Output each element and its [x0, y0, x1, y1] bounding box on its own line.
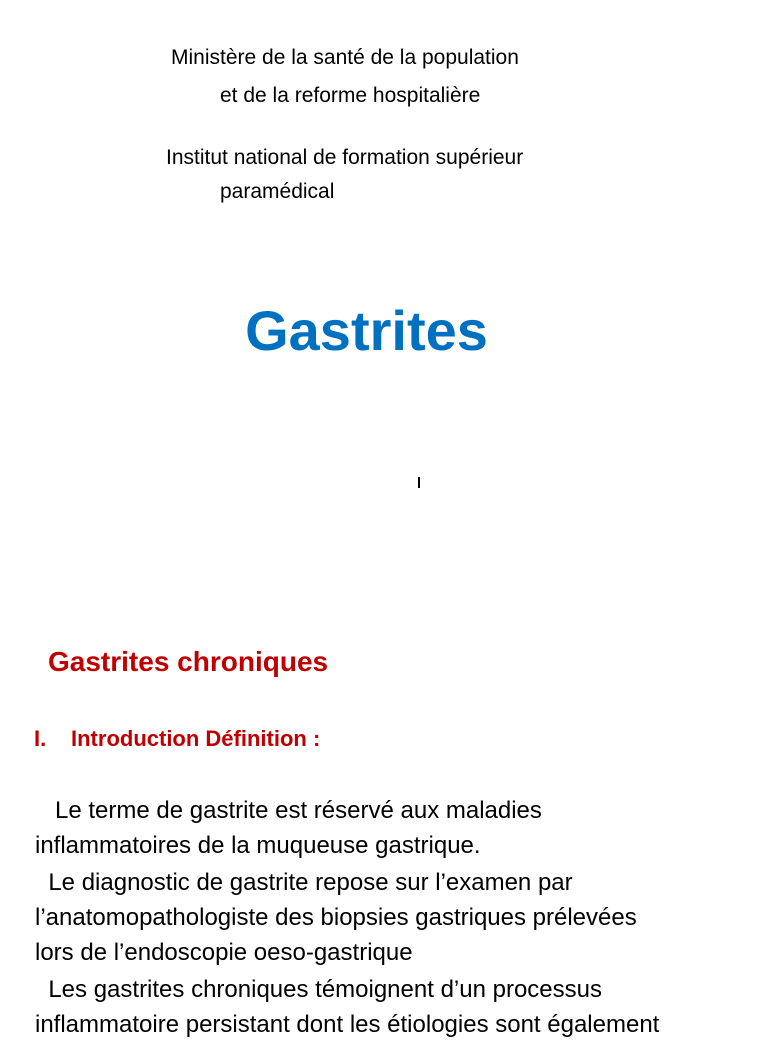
subsection-title: Introduction Définition : — [71, 726, 321, 751]
body-line: Le diagnostic de gastrite repose sur l’examen par — [35, 869, 573, 896]
body-line: inflammatoire persistant dont les étiologies sont également — [35, 1011, 660, 1038]
body-line: l’anatomopathologiste des biopsies gastriques prélevées — [35, 904, 637, 931]
section-title: Gastrites chroniques — [48, 646, 329, 677]
subsection-number: I. — [34, 726, 47, 751]
header-ministry-line-1: Ministère de la santé de la population — [171, 46, 519, 69]
header-ministry-line-2: et de la reforme hospitalière — [220, 84, 481, 107]
body-line: inflammatoires de la muqueuse gastrique. — [35, 832, 481, 859]
text-cursor-mark — [418, 477, 420, 488]
header-institute-line-2: paramédical — [220, 180, 335, 203]
body-line: Le terme de gastrite est réservé aux maladies — [35, 797, 542, 824]
subsection-heading — [34, 724, 320, 754]
body-line: lors de l’endoscopie oeso-gastrique — [35, 939, 413, 966]
header-institute-line-1: Institut national de formation supérieur — [166, 146, 524, 169]
document-title: Gastrites — [245, 299, 488, 362]
body-line: Les gastrites chroniques témoignent d’un processus — [35, 976, 602, 1003]
